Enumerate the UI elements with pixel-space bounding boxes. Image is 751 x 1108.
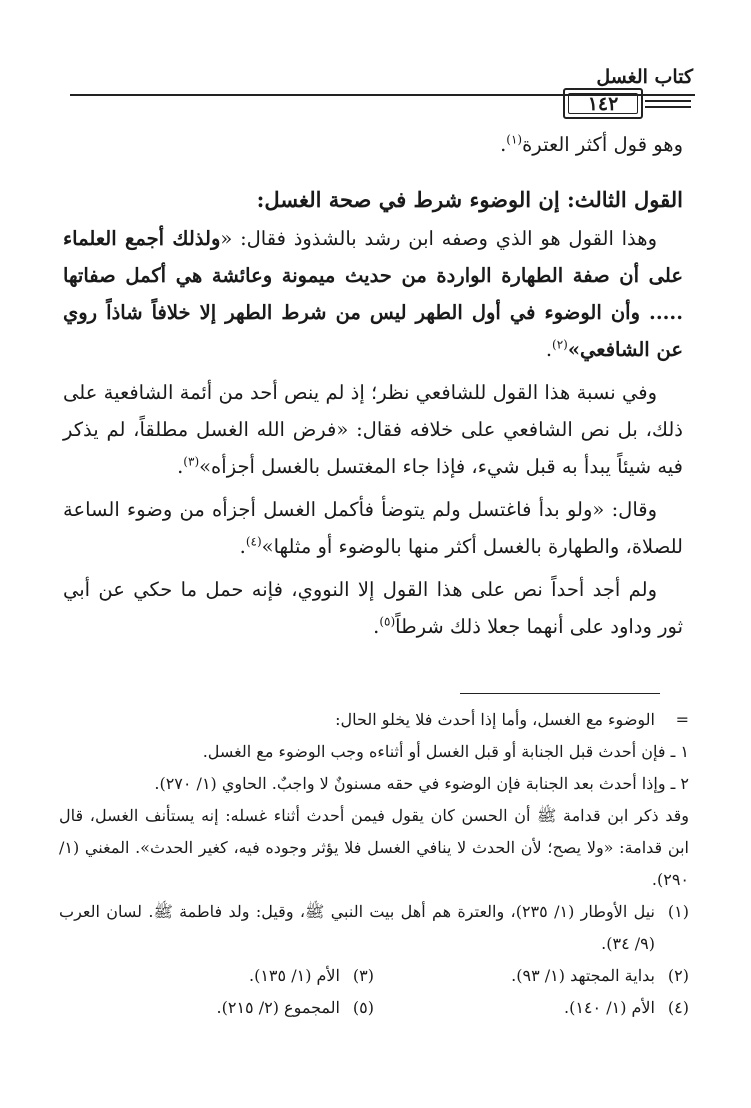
- footnote-list-item-1: ١ ـ فإن أحدث قبل الجنابة أو قبل الغسل أو أثناءه وجب الوضوء مع الغسل.: [202, 742, 689, 761]
- paragraph-2-quote-end: »: [567, 338, 581, 361]
- footnote-5: [59, 992, 374, 1024]
- page-number-frame: [563, 88, 643, 119]
- header-double-rule-bottom: [645, 106, 691, 108]
- footnote-separator: [460, 693, 660, 694]
- footnote-3: [59, 960, 374, 992]
- footnote-4: [374, 992, 689, 1024]
- ref-5: (٥): [379, 614, 396, 629]
- paragraph-5-text: ولم أجد أحداً نص على هذا القول إلا النووي، فإنه حمل ما حكي عن أبي ثور وداود على أنهما جعلا ذلك شرطاً: [63, 578, 683, 638]
- paragraph-4: وقال: «ولو بدأ فاغتسل ولم يتوضأ فأكمل الغسل أجزأه من وضوء الساعة للصلاة، والطهارة بالغسل أكثر منها بالوضوء أو مثلها»$^{(٤)}$.: [63, 498, 683, 558]
- footnote-4-text: الأم (١/ ١٤٠).: [564, 998, 655, 1017]
- footnotes-4-5: [59, 992, 689, 1024]
- page-number: ١٤٢: [568, 93, 638, 114]
- paragraph-5: ولم أجد أحداً نص على هذا القول إلا النووي، فإنه حمل ما حكي عن أبي ثور وداود على أنهما جعلا ذلك شرطاً$^{(٥)}$.: [63, 578, 683, 638]
- paragraph-3-text: وفي نسبة هذا القول للشافعي نظر؛ إذ لم ينص أحد من أئمة الشافعية على ذلك، بل نص الشافعي على خلافه فقال: «فرض الله الغسل مطلقاً، لم يذكر فيه شيئاً يبدأ به قبل شيء، فإذا جاء المغتسل بالغسل أجزأه»: [63, 381, 683, 478]
- paragraph-2-quote: ولذلك أجمع العلماء على أن صفة الطهارة الواردة من حديث ميمونة وعائشة هي أكمل صفاتها ..... وأن الوضوء في أول الطهر ليس من شرط الطهر إلا خلافاً شاذاً روي عن الشافعي: [63, 227, 683, 361]
- main-text: [63, 126, 683, 651]
- footnote-1-text: نيل الأوطار (١/ ٢٣٥)، والعترة هم أهل بيت النبي ﷺ، وقيل: ولد فاطمة ﷺ. لسان العرب (٩/ ٣٤).: [59, 902, 655, 953]
- paragraph-2-intro: وهذا القول هو الذي وصفه ابن رشد بالشذوذ فقال: «: [220, 227, 657, 250]
- footnote-1: [59, 896, 689, 960]
- footnote-qudama: وقد ذكر ابن قدامة ﷺ أن الحسن كان يقول فيمن أحدث أثناء غسله: إنه يستأنف الغسل، قال ابن قدامة: «ولا يصح؛ لأن الحدث لا ينافي الغسل فلا يؤثر وجوده فيه، كغير الحدث». المغني (١/ ٢٩٠).: [59, 806, 689, 889]
- paragraph-1: وهو قول أكثر العترة$^{(١)}$.: [500, 132, 683, 156]
- footnotes-2-3: [59, 960, 689, 992]
- paragraph-2: وهذا القول هو الذي وصفه ابن رشد بالشذوذ فقال: «ولذلك أجمع العلماء على أن صفة الطهارة الواردة من حديث ميمونة وعائشة هي أكمل صفاتها ..... وأن الوضوء في أول الطهر ليس من شرط الطهر إلا خلافاً شاذاً روي عن الشافعي»$^{(٢)}$.: [63, 227, 683, 361]
- footnote-2-number: (٢): [667, 966, 689, 985]
- continuation-text: الوضوء مع الغسل، وأما إذا أحدث فلا يخلو الحال:: [335, 710, 655, 729]
- ref-3: (٣): [183, 454, 200, 469]
- footnote-3-number: (٣): [352, 966, 374, 985]
- ref-1: (١): [506, 132, 523, 147]
- footnote-3-text: الأم (١/ ١٣٥).: [249, 966, 340, 985]
- footnote-1-number: (١): [667, 902, 689, 921]
- continuation-mark: =: [675, 710, 689, 729]
- footnote-2-text: بداية المجتهد (١/ ٩٣).: [511, 966, 655, 985]
- footnotes: [59, 704, 689, 1024]
- paragraph-1-text: وهو قول أكثر العترة: [522, 133, 683, 156]
- footnote-2: [374, 960, 689, 992]
- footnote-continuation: [59, 704, 689, 736]
- book-title: كتاب الغسل: [596, 66, 693, 88]
- paragraph-3: وفي نسبة هذا القول للشافعي نظر؛ إذ لم ينص أحد من أئمة الشافعية على ذلك، بل نص الشافعي على خلافه فقال: «فرض الله الغسل مطلقاً، لم يذكر فيه شيئاً يبدأ به قبل شيء، فإذا جاء المغتسل بالغسل أجزأه»$^{(٣)}$.: [63, 381, 683, 478]
- header-double-rule-top: [645, 100, 691, 102]
- footnote-5-number: (٥): [352, 998, 374, 1017]
- footnote-5-text: المجموع (٢/ ٢١٥).: [216, 998, 340, 1017]
- paragraph-4-text: وقال: «ولو بدأ فاغتسل ولم يتوضأ فأكمل الغسل أجزأه من وضوء الساعة للصلاة، والطهارة بالغسل أكثر منها بالوضوء أو مثلها»: [63, 498, 683, 558]
- ref-4: (٤): [245, 534, 262, 549]
- footnote-4-number: (٤): [667, 998, 689, 1017]
- ref-2: (٢): [552, 337, 568, 352]
- section-heading: القول الثالث: إن الوضوء شرط في صحة الغسل:: [256, 187, 683, 212]
- footnote-list-item-2: ٢ ـ وإذا أحدث بعد الجنابة فإن الوضوء في حقه مسنونٌ لا واجبٌ. الحاوي (١/ ٢٧٠).: [154, 774, 689, 793]
